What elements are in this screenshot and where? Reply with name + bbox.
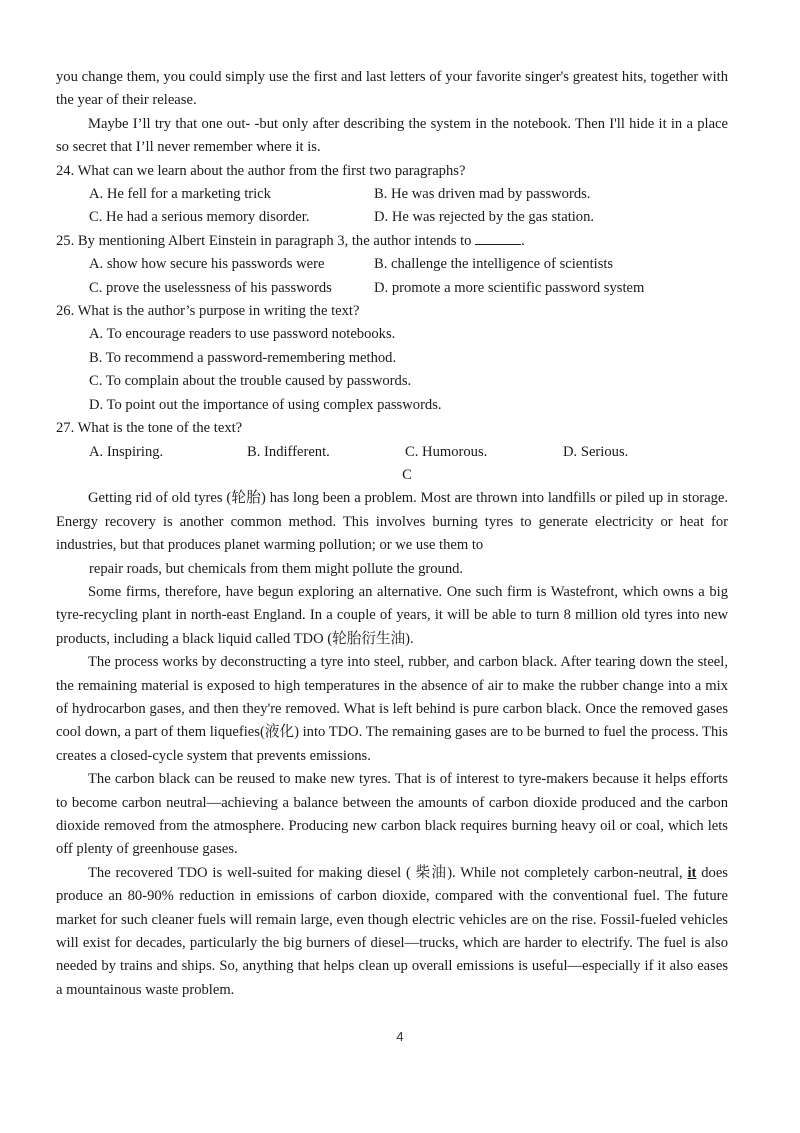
question-24-option-c: C. He had a serious memory disorder.: [89, 209, 310, 226]
paragraph-notebook: Maybe I’ll try that one out- -but only after describing the system in the notebook. Then I'll hide it in a place so secret that I’ll never remember where it is.: [56, 115, 728, 156]
page-number: 4: [396, 1029, 404, 1044]
question-26-stem: 26. What is the author’s purpose in writing the text?: [56, 303, 360, 320]
question-26-option-c: C. To complain about the trouble caused by passwords.: [89, 373, 412, 390]
passage-c-paragraph-3: The process works by deconstructing a tyre into steel, rubber, and carbon black. After tearing down the steel, the remaining material is exposed to high temperatures in the absence of air to make the rubber change into a mix of hydrocarbon gases, and then they're removed. What is left behind is pure carbon black. Once the removed gases cool down, a part of them liquefies(液化) into TDO. The remaining gases are to be burned to fuel the process. This creates a closed-cycle system that prevents emissions.: [56, 654, 728, 764]
section-heading: C: [402, 466, 412, 483]
question-27-stem: 27. What is the tone of the text?: [56, 420, 243, 437]
question-27-option-c: C. Humorous.: [405, 443, 488, 460]
question-24-option-d: D. He was rejected by the gas station.: [374, 209, 595, 226]
question-25-options-row-2: [56, 277, 728, 300]
question-25-stem-text: 25. By mentioning Albert Einstein in paragraph 3, the author intends to: [56, 232, 472, 249]
paragraph-5-end: does produce an 80-90% reduction in emissions of carbon dioxide, compared with the conventional fuel. The future market for such cleaner fuels will remain large, even though electric vehicles are on the rise. Fossil-fueled vehicles will exist for decades, particularly the big burners of diesel—trucks, which are harder to electrify. The fuel is also needed by trains and ships. So, anything that helps clean up overall emissions is useful—especially if it also eases a mountainous waste problem.: [56, 864, 728, 998]
question-24-options-row-2: [56, 206, 728, 229]
question-24-options-row-1: [56, 183, 728, 206]
question-27-options: [56, 441, 728, 464]
question-24-option-a: A. He fell for a marketing trick: [89, 186, 271, 203]
question-25-stem-end: .: [521, 232, 525, 249]
question-27-option-b: B. Indifferent.: [247, 443, 330, 460]
question-26-option-a: A. To encourage readers to use password notebooks.: [89, 326, 396, 343]
question-27-option-d: D. Serious.: [563, 443, 629, 460]
question-26-option-b: B. To recommend a password-remembering method.: [89, 349, 397, 366]
question-25-stem: [56, 230, 728, 253]
passage-c-paragraph-4: The carbon black can be reused to make new tyres. That is of interest to tyre-makers because it helps efforts to become carbon neutral—achieving a balance between the amounts of carbon dioxide produced and the carbon dioxide removed from the atmosphere. Producing new carbon black requires burning heavy oil or coal, which lets off plenty of greenhouse gases.: [56, 771, 728, 858]
passage-c-paragraph-2: Some firms, therefore, have begun exploring an alternative. One such firm is Wastefront, which owns a big tyre-recycling plant in north-east England. In a couple of years, it will be able to turn 8 million old tyres into new products, including a black liquid called TDO (轮胎衍生油).: [56, 583, 728, 647]
question-25-option-d: D. promote a more scientific password system: [374, 279, 645, 296]
question-26-option-d: D. To point out the importance of using complex passwords.: [89, 396, 442, 413]
question-25-option-a: A. show how secure his passwords were: [89, 256, 325, 273]
question-27-option-a: A. Inspiring.: [89, 443, 164, 460]
page-content: [56, 66, 728, 1002]
underlined-word: it: [687, 864, 697, 881]
question-24-stem: 24. What can we learn about the author from the first two paragraphs?: [56, 162, 466, 179]
paragraph-5-start: The recovered TDO is well-suited for making diesel ( 柴油). While not completely carbon-neutral,: [88, 864, 683, 881]
answer-blank: [475, 230, 521, 245]
passage-c-paragraph-5: [56, 862, 728, 1002]
question-25-option-c: C. prove the uselessness of his passwords: [89, 279, 332, 296]
question-25-options-row-1: [56, 253, 728, 276]
continued-paragraph: you change them, you could simply use the first and last letters of your favorite singer's greatest hits, together with the year of their release.: [56, 69, 728, 109]
question-24-option-b: B. He was driven mad by passwords.: [374, 186, 591, 203]
passage-c-paragraph-1-continued: repair roads, but chemicals from them might pollute the ground.: [89, 560, 464, 577]
passage-c-paragraph-1: Getting rid of old tyres (轮胎) has long been a problem. Most are thrown into landfills or piled up in storage. Energy recovery is another common method. This involves burning tyres to generate electricity or heat for industries, but that produces planet warming pollution; or we use them to: [56, 490, 728, 554]
question-25-option-b: B. challenge the intelligence of scientists: [374, 256, 614, 273]
